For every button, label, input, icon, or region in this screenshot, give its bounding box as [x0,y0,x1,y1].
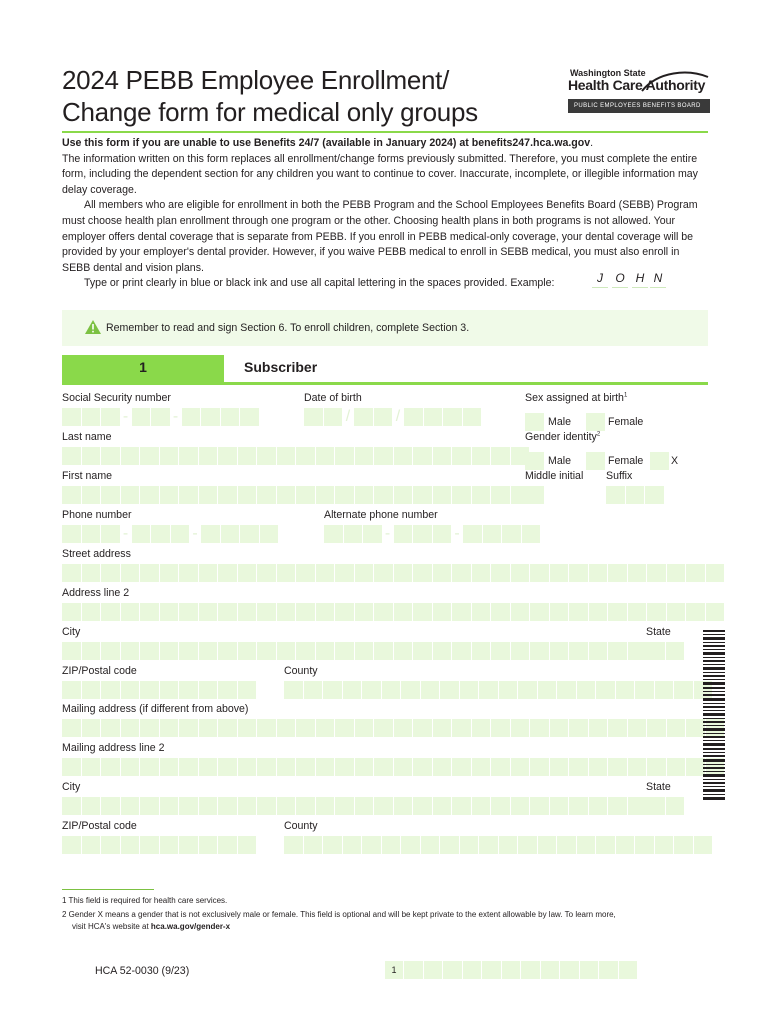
state-label: State [646,626,671,638]
section-header [62,355,708,385]
gender-male-checkbox[interactable] [525,452,544,470]
zip2-label: ZIP/Postal code [62,820,137,832]
warning-icon [84,319,102,335]
intro-paragraph-1: The information written on this form replaces all enrollment/change forms previously submitted. Therefore, you must complete the entire form, including the dependent section for any children you want to continue to cover. Inaccurate, incomplete, or illegible information may delay coverage. [62,152,698,196]
zip-field[interactable] [62,681,256,699]
alt-phone-field[interactable]: - - [324,525,540,543]
county2-field[interactable] [284,836,712,854]
sex-female-checkbox[interactable] [586,413,605,431]
street-label: Street address [62,548,131,560]
logo-state: Washington State [570,68,646,78]
address2-label: Address line 2 [62,587,130,599]
mailing-label: Mailing address (if different from above) [62,703,249,715]
dob-field[interactable]: / / [304,408,481,426]
sex-label: Sex assigned at birth$^1$ [525,392,628,404]
city-label: City [62,626,81,638]
barcode-id-field[interactable] [404,961,637,979]
county-label: County [284,665,318,677]
example-lettering [592,271,668,289]
page-number: 1 [385,961,403,979]
example-letter: O [612,271,628,288]
city2-field[interactable] [62,797,646,815]
zip2-field[interactable] [62,836,256,854]
footnote-2: 2 Gender X means a gender that is not exclusively male or female. This field is optional and will be kept private to the extent allowable by law. To learn more, [62,910,616,919]
mailing2-field[interactable] [62,758,724,776]
sex-female-label: Female [608,416,644,428]
example-letter: N [650,271,666,288]
middle-initial-field[interactable] [525,486,544,504]
phone-label: Phone number [62,509,132,521]
county-field[interactable] [284,681,712,699]
suffix-field[interactable] [606,486,664,504]
footnote-2-cont: visit HCA's website at hca.wa.gov/gender-x [72,922,231,931]
hca-logo [568,68,710,122]
benefits-link[interactable]: benefits247.hca.wa.gov [471,137,591,149]
gender-female-label: Female [608,455,644,467]
state-field[interactable] [646,642,684,660]
street-field[interactable] [62,564,724,582]
form-id: HCA 52-0030 (9/23) [95,965,190,977]
intro-paragraph-2: All members who are eligible for enrollment in both the PEBB Program and the School Employees Benefits Board (SEBB) Program must choose health plan enrollment through one program or the other. Choosing health plans in both programs is not allowed. Your employer offers dental coverage that is separate from PEBB. If you enroll in PEBB medical-only coverage, your dental coverage will be provided by your employer's dental provider. However, if you waive PEBB medical to enroll in SEBB medical, you must also enroll in SEBB dental and vision plans. [62,199,698,274]
logo-swoosh-icon [638,69,710,95]
sex-male-label: Male [548,416,571,428]
gender-male-label: Male [548,455,571,467]
city2-label: City [62,781,81,793]
mailing-field[interactable] [62,719,724,737]
section-number: 1 [62,355,224,382]
alt-phone-label: Alternate phone number [324,509,438,521]
address2-field[interactable] [62,603,724,621]
gender-label: Gender identity$^2$ [525,431,601,443]
zip-label: ZIP/Postal code [62,665,137,677]
intro-instruction: Use this form if you are unable to use Benefits 24/7 (available in January 2024) at benefits247.hca.wa.gov. [62,137,594,149]
ssn-field[interactable]: - - [62,408,259,426]
county2-label: County [284,820,318,832]
city-field[interactable] [62,642,646,660]
ssn-label: Social Security number [62,392,171,404]
footnote-1: 1 This field is required for health care services. [62,896,228,905]
logo-board: PUBLIC EMPLOYEES BENEFITS BOARD [568,99,710,113]
gender-x-label: X [671,455,679,467]
middle-initial-label: Middle initial [525,470,584,482]
notice-banner [62,310,708,346]
gender-x-checkbox[interactable] [650,452,669,470]
example-letter: J [592,271,608,288]
sex-male-checkbox[interactable] [525,413,544,431]
example-letter: H [632,271,648,288]
notice-text: Remember to read and sign Section 6. To enroll children, complete Section 3. [106,322,470,334]
section-title: Subscriber [244,359,318,375]
phone-field[interactable]: - - [62,525,278,543]
title-line-2: Change form for medical only groups [62,97,478,127]
first-name-field[interactable] [62,486,529,504]
logo-agency: Health Care Authority [568,77,706,93]
state2-field[interactable] [646,797,684,815]
intro-paragraph-3: Type or print clearly in blue or black ink and use all capital lettering in the spaces provided. Example: [84,277,555,290]
mailing2-label: Mailing address line 2 [62,742,165,754]
page-title [62,64,478,128]
state2-label: State [646,781,671,793]
last-name-label: Last name [62,431,112,443]
suffix-label: Suffix [606,470,633,482]
gender-x-link[interactable]: hca.wa.gov/gender-x [150,922,231,931]
first-name-label: First name [62,470,113,482]
header-divider [62,131,708,133]
dob-label: Date of birth [304,392,362,404]
gender-female-checkbox[interactable] [586,452,605,470]
barcode-icon [703,630,725,800]
footnote-divider [62,889,154,890]
title-line-1: 2024 PEBB Employee Enrollment/ [62,65,449,95]
last-name-field[interactable] [62,447,529,465]
intro-text [62,136,710,292]
